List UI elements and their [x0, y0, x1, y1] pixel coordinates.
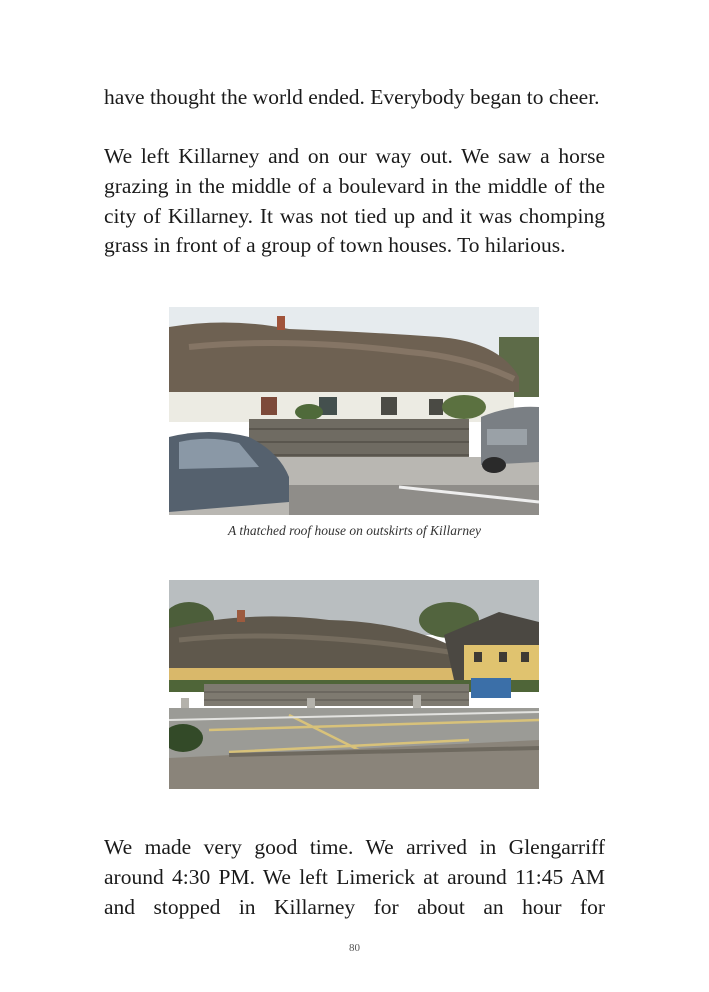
- paragraph-2: We left Killarney and on our way out. We saw a horse grazing in the middle of a boulevard in the middle of the city of Killarney. It was not tied up and it was chomping grass in front of a group of town houses. To hilarious.: [104, 144, 605, 258]
- photo-1-caption: A thatched roof house on outskirts of Killarney: [227, 523, 482, 538]
- thatched-house-photo-2: [169, 580, 539, 789]
- thatched-house-photo-1: [169, 307, 539, 515]
- paragraph-3: We made very good time. We arrived in Glengarriff around 4:30 PM. We left Limerick at around 11:45 AM and stopped in Killarney for about an hour for: [104, 835, 605, 919]
- paragraph-1: have thought the world ended. Everybody began to cheer.: [104, 85, 600, 109]
- page-number: 80: [349, 942, 360, 954]
